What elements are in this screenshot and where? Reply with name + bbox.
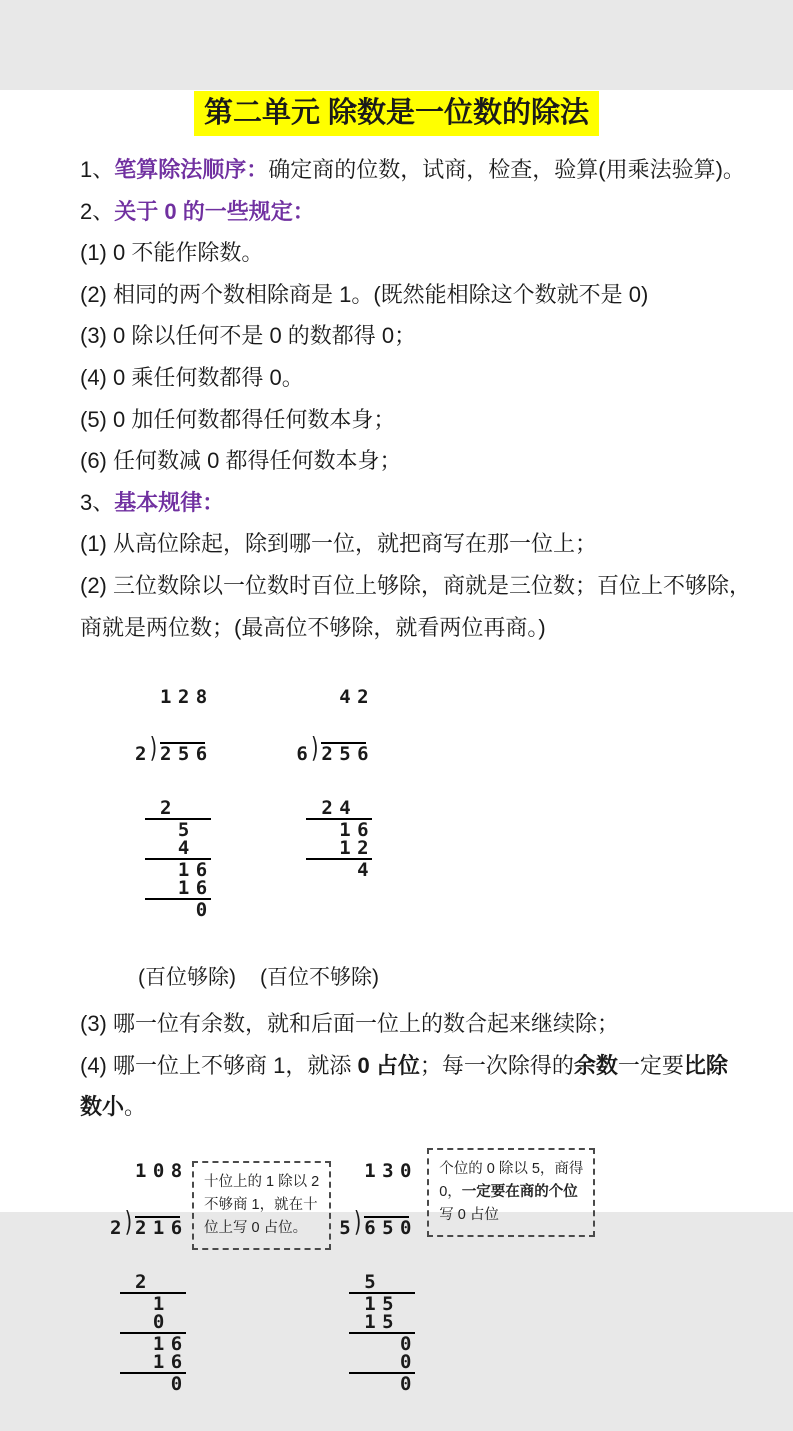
division-divisor: 2 xyxy=(135,743,144,766)
note-box-tens-placeholder xyxy=(192,1161,331,1250)
division-quotient: 1 0 8 xyxy=(135,1159,180,1182)
figure-1-divisions xyxy=(135,652,723,955)
division-step-row: 1 5 xyxy=(349,1313,415,1334)
intro-number: 1、 xyxy=(80,157,115,182)
division-step-row: 0 xyxy=(120,1313,186,1334)
division-dividend: 2 5 6 xyxy=(321,743,367,766)
division-step-row: 2 4 xyxy=(306,799,372,820)
zero-rule-item-4: (4) 0 乘任何数都得 0。 xyxy=(80,364,304,390)
division-step-row: 1 6 xyxy=(160,859,205,882)
note-line: 十位上的 1 除以 2 xyxy=(204,1173,320,1190)
division-examples-figure-2 xyxy=(80,1126,723,1429)
division-examples-figure-1 xyxy=(80,652,723,991)
division-divisor: 6 xyxy=(296,743,306,766)
caption-hundreds-divisible: (百位够除) xyxy=(138,966,236,990)
rule4-bold-remainder: 余数 xyxy=(573,1052,618,1078)
division-step-row: 1 xyxy=(135,1292,162,1315)
note-line: 0， xyxy=(439,1183,462,1200)
note-line: 写 0 占位 xyxy=(439,1206,499,1223)
division-step-row: 0 xyxy=(364,1372,409,1395)
zero-rule-item-3: (3) 0 除以任何不是 0 的数都得 0； xyxy=(80,323,417,349)
rule4-period: 。 xyxy=(124,1094,147,1120)
division-dividend: 2 5 6 xyxy=(160,743,205,766)
document-content xyxy=(0,149,793,1429)
long-division-256-by-2 xyxy=(135,652,224,955)
division-quotient: 1 3 0 xyxy=(364,1159,409,1182)
basic-rules-heading: 基本规律： xyxy=(114,489,225,515)
division-step-row: 0 xyxy=(349,1353,415,1374)
division-bracket-icon xyxy=(123,1209,135,1235)
division-quotient: 1 2 8 xyxy=(160,686,205,709)
basic-rules-heading-line xyxy=(80,482,723,524)
zero-rules-heading: 关于 0 的一些规定： xyxy=(114,198,315,224)
division-step-row: 1 6 xyxy=(145,879,211,900)
division-bracket-icon xyxy=(148,736,160,762)
division-head xyxy=(339,1216,415,1237)
figure-1-captions xyxy=(138,961,723,991)
division-step-row: 1 6 xyxy=(120,1353,186,1374)
division-step-row: 2 xyxy=(145,799,211,820)
zero-rule-item-6: (6) 任何数减 0 都得任何数本身； xyxy=(80,448,402,474)
intro-body: 确定商的位数，试商，检查，验算(用乘法验算)。 xyxy=(268,157,745,182)
division-step-row: 4 xyxy=(321,859,367,882)
zero-rule-item-2: (2) 相同的两个数相除商是 1。(既然能相除这个数就不是 0) xyxy=(80,281,649,307)
basic-rule-item-2-line-2: 商就是两位数；(最高位不够除，就看两位再商。) xyxy=(80,614,546,640)
long-division-216-by-2 xyxy=(110,1126,186,1429)
note-line: 个位的 0 除以 5，商得 xyxy=(439,1160,584,1177)
division-step-row: 1 6 xyxy=(321,819,367,842)
division-quotient: 4 2 xyxy=(321,686,367,709)
basic-rule-item-4 xyxy=(80,1045,728,1128)
division-bracket-icon xyxy=(352,1209,364,1235)
division-dividend: 6 5 0 xyxy=(364,1216,409,1239)
division-steps xyxy=(120,1270,186,1395)
division-step-row: 1 5 xyxy=(364,1292,392,1315)
division-dividend: 2 1 6 xyxy=(135,1216,180,1239)
division-step-row: 4 xyxy=(145,839,211,860)
note-box-ones-placeholder xyxy=(427,1148,595,1237)
division-step-row: 5 xyxy=(160,819,187,842)
basic-rules-number: 3、 xyxy=(80,489,115,515)
zero-rules-number: 2、 xyxy=(80,198,115,224)
page-title xyxy=(0,90,793,141)
rule4-text: ；每一次除得的 xyxy=(419,1052,574,1078)
basic-rule-item-3: (3) 哪一位有余数，就和后面一位上的数合起来继续除； xyxy=(80,1011,620,1037)
division-steps xyxy=(349,1270,415,1395)
division-step-row: 1 2 xyxy=(306,839,372,860)
division-head xyxy=(135,742,224,766)
note-line: 位上写 0 占位。 xyxy=(204,1219,308,1236)
division-step-row: 0 xyxy=(160,899,205,922)
title-highlight: 第二单元 除数是一位数的除法 xyxy=(194,91,599,136)
caption-hundreds-not-divisible: (百位不够除) xyxy=(260,966,379,990)
division-divisor: 5 xyxy=(339,1216,349,1239)
division-step-row: 1 6 xyxy=(135,1332,180,1355)
division-step-row: 2 xyxy=(120,1273,186,1294)
intro-line xyxy=(80,149,745,191)
division-divisor: 2 xyxy=(110,1216,119,1239)
zero-rules-heading-line xyxy=(80,191,723,233)
division-head xyxy=(110,1216,186,1237)
basic-rule-item-2-line-1: (2) 三位数除以一位数时百位上够除，商就是三位数；百位上不够除， xyxy=(80,572,752,598)
rule4-bold-zero-placeholder: 0 占位 xyxy=(357,1052,420,1078)
zero-rule-item-5: (5) 0 加任何数都得任何数本身； xyxy=(80,406,396,432)
document-page xyxy=(0,90,793,1395)
rule4-text: 一定要 xyxy=(617,1052,684,1078)
rule4-text: (4) 哪一位上不够商 1，就添 xyxy=(80,1052,358,1078)
division-head xyxy=(296,742,385,766)
basic-rule-item-1: (1) 从高位除起，除到哪一位，就把商写在那一位上； xyxy=(80,531,598,557)
long-division-256-by-6 xyxy=(296,652,385,915)
division-step-row: 0 xyxy=(364,1332,409,1355)
division-steps xyxy=(145,797,211,922)
intro-heading: 笔算除法顺序： xyxy=(114,157,269,182)
basic-rule-item-2 xyxy=(80,565,752,648)
note-line-bold: 一定要在商的个位 xyxy=(461,1183,578,1200)
division-step-row: 5 xyxy=(349,1273,415,1294)
zero-rule-item-1: (1) 0 不能作除数。 xyxy=(80,240,264,266)
division-steps xyxy=(306,797,372,882)
caption-spacer xyxy=(236,961,260,991)
long-division-650-by-5 xyxy=(339,1126,415,1429)
division-bracket-icon xyxy=(309,736,321,762)
rule4-bold-less-than-2: 数小 xyxy=(80,1094,125,1120)
note-line: 不够商 1，就在十 xyxy=(204,1196,318,1213)
division-step-row: 0 xyxy=(135,1372,180,1395)
rule4-bold-less-than: 比除 xyxy=(683,1052,728,1078)
